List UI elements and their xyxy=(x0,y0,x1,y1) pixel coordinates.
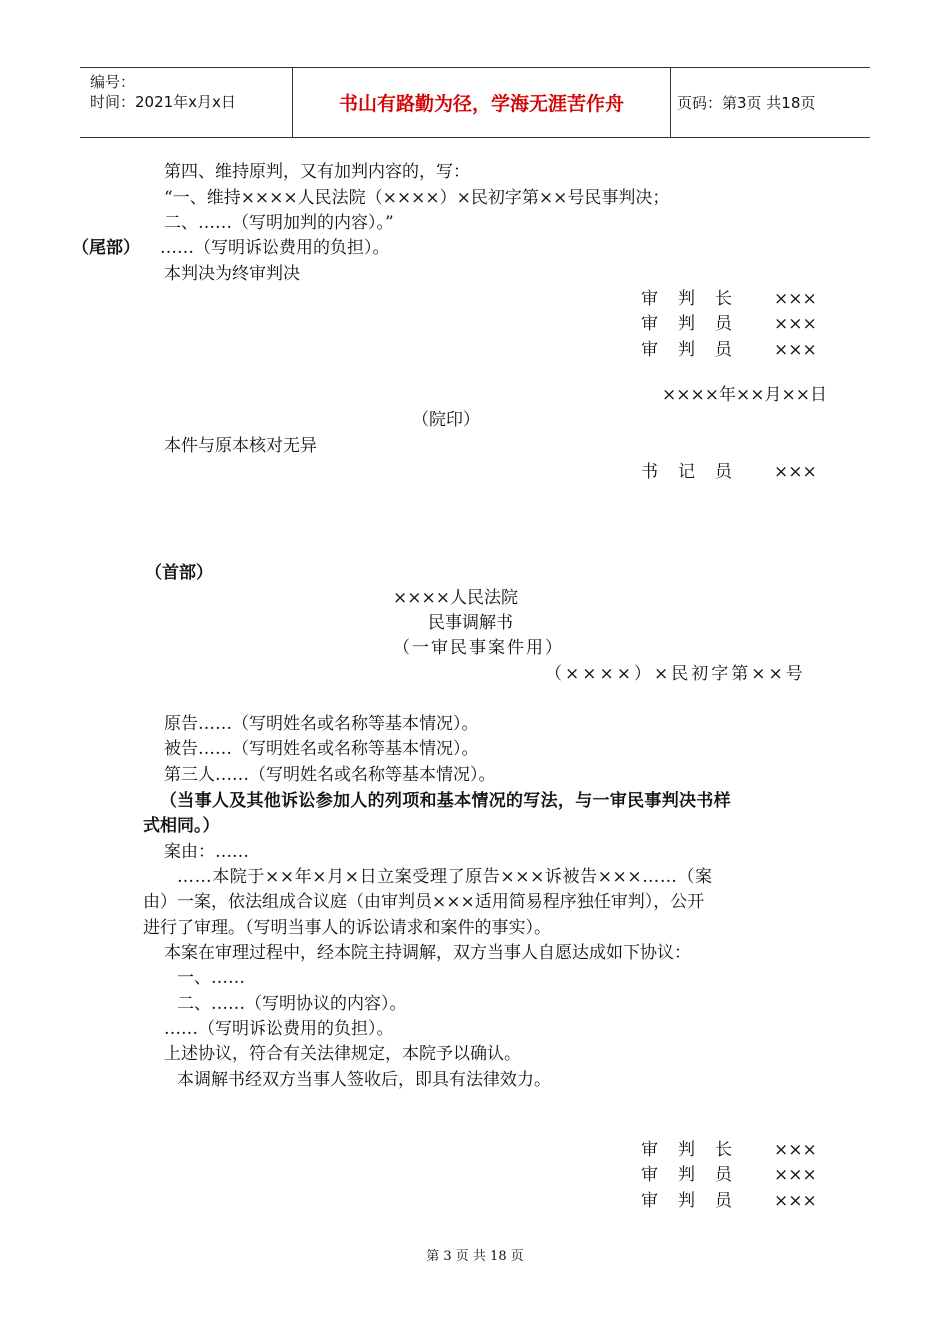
signature-title: 审判员 xyxy=(641,314,752,334)
body-line: 一、…… xyxy=(177,968,245,988)
text-line: ……（写明诉讼费用的负担）。 xyxy=(160,238,390,258)
time-label: 时间：2021年x月x日 xyxy=(90,93,236,111)
signature-name: ××× xyxy=(774,1140,817,1160)
body-line: 本调解书经双方当事人签收后，即具有法律效力。 xyxy=(177,1070,551,1090)
signature-line xyxy=(641,1138,752,1162)
header-meta xyxy=(80,68,293,137)
head-label: （首部） xyxy=(145,563,213,583)
signature-line xyxy=(641,312,752,336)
tail-label: （尾部） xyxy=(72,238,140,258)
signature-line xyxy=(641,1189,752,1213)
text-line: “一、维持××××人民法院（××××）×民初字第××号民事判决； xyxy=(164,188,670,208)
header-page-info: 页码：第3页 共18页 xyxy=(677,94,816,112)
page-header xyxy=(80,67,870,138)
signature-title: 审判员 xyxy=(641,1191,752,1211)
body-line: 由）一案，依法组成合议庭（由审判员×××适用简易程序独任审判），公开 xyxy=(143,892,705,912)
party-line: 原告……（写明姓名或名称等基本情况）。 xyxy=(164,714,479,734)
party-line: 被告……（写明姓名或名称等基本情况）。 xyxy=(164,739,479,759)
court-name: ××××人民法院 xyxy=(393,588,518,608)
note-line: 式相同。） xyxy=(143,816,220,836)
signature-line xyxy=(641,287,752,311)
note-line: （当事人及其他诉讼参加人的列项和基本情况的写法，与一审民事判决书样 xyxy=(160,791,731,811)
signature-name: ××× xyxy=(774,314,817,334)
verify-line: 本件与原本核对无异 xyxy=(164,436,317,456)
signature-title: 审判长 xyxy=(641,289,752,309)
judgment-date: ××××年××月××日 xyxy=(662,385,827,405)
signature-name: ××× xyxy=(774,1191,817,1211)
signature-line xyxy=(641,338,752,362)
signature-title: 书记员 xyxy=(641,462,752,482)
body-line: 上述协议，符合有关法律规定，本院予以确认。 xyxy=(164,1044,521,1064)
court-seal: （院印） xyxy=(412,410,480,430)
text-line: 第四、维持原判，又有加判内容的，写： xyxy=(164,162,470,182)
document-title: 民事调解书 xyxy=(428,613,513,633)
document-subtitle: （一审民事案件用） xyxy=(393,638,564,658)
body-line: 进行了审理。（写明当事人的诉讼请求和案件的事实）。 xyxy=(143,918,551,938)
body-line: 二、……（写明协议的内容）。 xyxy=(177,994,407,1014)
signature-name: ××× xyxy=(774,1165,817,1185)
signature-name: ××× xyxy=(774,340,817,360)
clerk-line xyxy=(641,460,752,484)
signature-title: 审判长 xyxy=(641,1140,752,1160)
number-label: 编号： xyxy=(90,73,136,91)
cause-line: 案由：…… xyxy=(164,842,249,862)
signature-name: ××× xyxy=(774,289,817,309)
signature-title: 审判员 xyxy=(641,1165,752,1185)
signature-title: 审判员 xyxy=(641,340,752,360)
body-line: ……（写明诉讼费用的负担）。 xyxy=(164,1019,394,1039)
header-motto: 书山有路勤为径，学海无涯苦作舟 xyxy=(293,68,671,137)
signature-name: ××× xyxy=(774,462,817,482)
text-line: 本判决为终审判决 xyxy=(164,264,300,284)
signature-line xyxy=(641,1163,752,1187)
party-line: 第三人……（写明姓名或名称等基本情况）。 xyxy=(164,765,496,785)
body-line: ……本院于××年×月×日立案受理了原告×××诉被告×××……（案 xyxy=(177,867,713,887)
text-line: 二、……（写明加判的内容）。” xyxy=(164,213,394,233)
page-footer: 第 3 页 共 18 页 xyxy=(426,1249,524,1264)
body-line: 本案在审理过程中，经本院主持调解，双方当事人自愿达成如下协议： xyxy=(164,943,691,963)
case-number: （××××）×民初字第××号 xyxy=(545,664,806,684)
